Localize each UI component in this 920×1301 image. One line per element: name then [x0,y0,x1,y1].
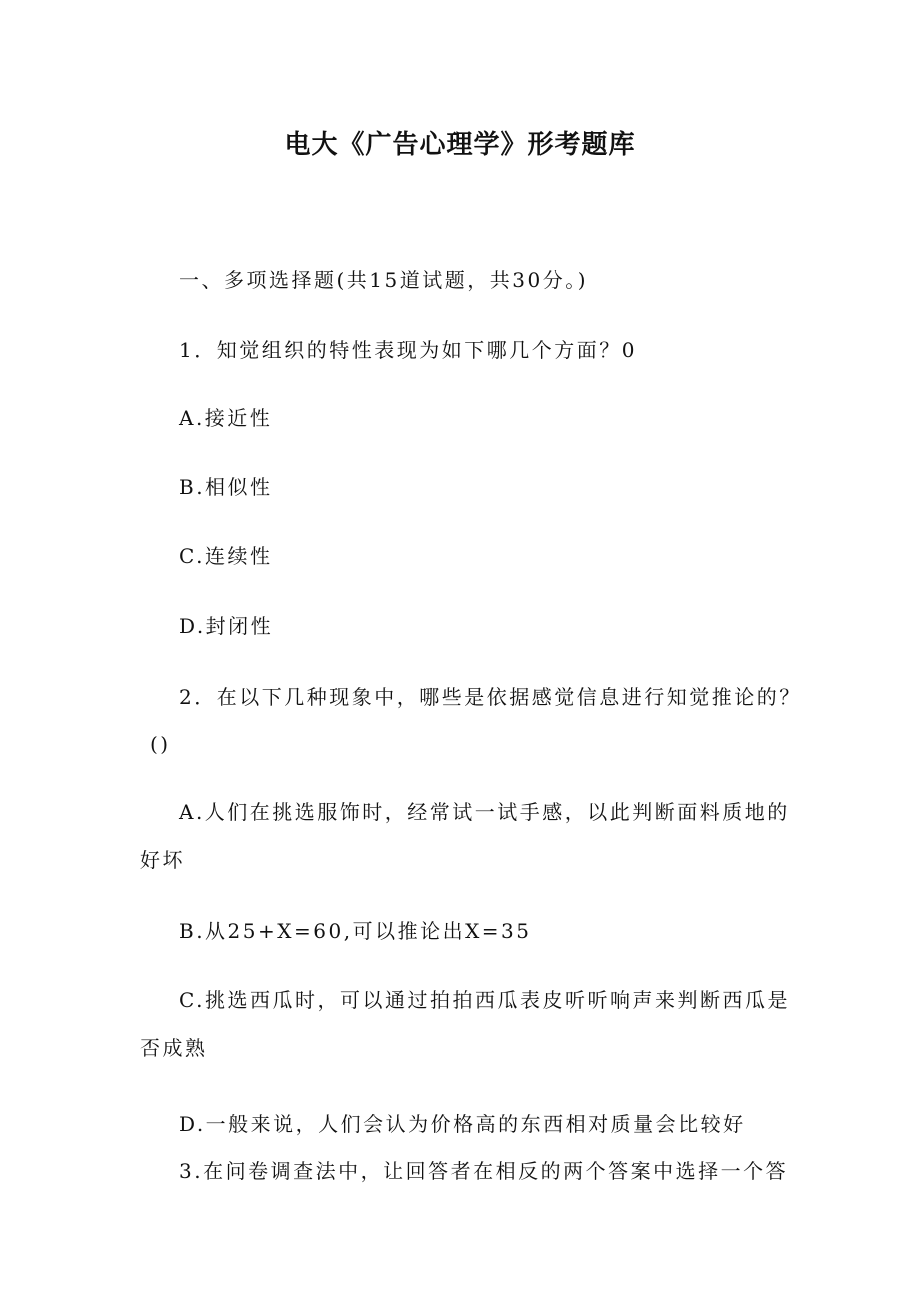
question-1-option-b: B.相似性 [179,475,273,499]
question-2-option-c-continued: 否成熟 [140,1036,208,1060]
question-2-option-a: A.人们在挑选服饰时，经常试一试手感，以此判断面料质地的 [179,800,790,824]
question-2-option-c: C.挑选西瓜时，可以通过拍拍西瓜表皮听听响声来判断西瓜是 [179,988,790,1012]
question-1-stem: 1．知觉组织的特性表现为如下哪几个方面？0 [179,338,637,362]
question-2-stem: 2．在以下几种现象中，哪些是依据感觉信息进行知觉推论的？ [179,685,802,709]
question-2-option-a-continued: 好坏 [140,848,185,872]
question-2-option-d: D.一般来说，人们会认为价格高的东西相对质量会比较好 [179,1112,746,1136]
document-title: 电大《广告心理学》形考题库 [284,130,636,160]
section-heading: 一、多项选择题(共15道试题，共30分。) [179,268,589,292]
question-2-option-b: B.从25+X=60,可以推论出X=35 [179,919,532,943]
question-1-option-d: D.封闭性 [179,614,274,638]
question-1-option-c: C.连续性 [179,544,273,568]
question-3-stem: 3.在问卷调查法中，让回答者在相反的两个答案中选择一个答 [179,1159,789,1183]
question-1-option-a: A.接近性 [179,406,273,430]
question-2-stem-continued: () [150,732,171,756]
